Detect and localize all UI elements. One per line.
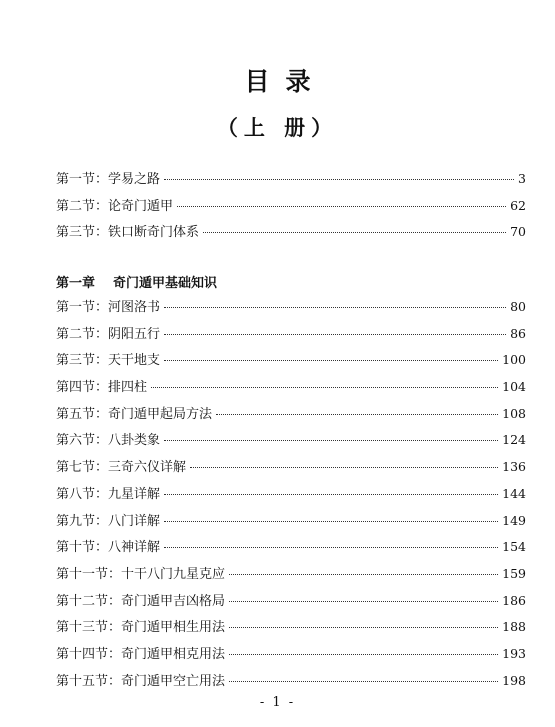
toc-entry-page: 108 [502,405,526,421]
toc-entry-label: 第四节：排四柱 [56,380,148,396]
toc-entry-label: 第二节：论奇门遁甲 [56,198,174,214]
dot-leader [229,601,498,602]
toc-entry[interactable] [56,670,526,697]
toc-entry[interactable] [56,563,526,590]
toc-entry-page: 62 [510,197,526,213]
toc-entry[interactable] [56,429,526,456]
toc-entry-label: 第一节：河图洛书 [56,300,161,315]
toc-entry-label: 第三节：天干地支 [56,353,161,369]
toc-entry-page: 136 [502,459,526,475]
toc-entry[interactable] [56,643,526,670]
toc-entry[interactable] [56,221,526,248]
toc-entry-page: 149 [502,512,526,528]
toc-entry-label: 第十一节：十干八门九星克应 [56,566,226,582]
toc-entry-label: 第一节：学易之路 [56,172,161,187]
toc-entry-label: 第三节：铁口断奇门体系 [56,225,200,241]
toc-entry-label: 第十四节：奇门遁甲相克用法 [56,646,226,662]
toc-entry-label: 第七节：三奇六仪详解 [56,460,187,476]
toc-entry[interactable] [56,349,526,376]
toc-entry[interactable] [56,195,526,222]
page-title: 目录 [244,67,327,96]
dot-leader [164,547,498,548]
toc-entry-page: 154 [502,539,526,555]
chapter-toc-list [56,296,526,696]
dot-leader [164,360,498,361]
toc-entry-page: 86 [510,325,526,341]
toc-entry-page: 3 [518,171,526,186]
toc-entry[interactable] [56,510,526,537]
dot-leader [164,521,498,522]
toc-entry-label: 第六节：八卦类象 [56,433,161,449]
toc-entry[interactable] [56,536,526,563]
dot-leader [203,232,506,233]
toc-entry-page: 188 [502,619,526,635]
toc-entry-label: 第十节：八神详解 [56,540,161,556]
chapter-title: 奇门遁甲基础知识 [113,276,218,291]
dot-leader [229,627,498,628]
dot-leader [216,414,498,415]
dot-leader [229,654,498,655]
toc-entry[interactable] [56,296,526,323]
toc-entry-label: 第十二节：奇门遁甲吉凶格局 [56,593,226,609]
toc-entry-label: 第五节：奇门遁甲起局方法 [56,406,213,422]
toc-entry-page: 104 [502,379,526,395]
toc-entry-label: 第十五节：奇门遁甲空亡用法 [56,673,226,689]
toc-entry[interactable] [56,616,526,643]
dot-leader [164,307,506,308]
toc-entry-page: 198 [502,672,526,688]
dot-leader [164,440,498,441]
toc-entry[interactable] [56,483,526,510]
toc-entry-page: 100 [502,352,526,368]
toc-entry[interactable] [56,456,526,483]
toc-entry-label: 第二节：阴阳五行 [56,326,161,342]
toc-entry-page: 70 [510,224,526,240]
chapter-number: 第一章 [56,276,96,291]
chapter-heading [56,272,217,291]
toc-entry[interactable] [56,403,526,430]
dot-leader [164,494,498,495]
toc-entry-page: 193 [502,645,526,661]
volume-subtitle: （上 册） [216,115,339,140]
page-number: - 1 - [259,695,296,710]
toc-entry-page: 186 [502,592,526,608]
toc-entry-page: 80 [510,299,526,314]
dot-leader [190,467,498,468]
toc-entry[interactable] [56,376,526,403]
dot-leader [177,206,506,207]
toc-entry[interactable] [56,590,526,617]
toc-entry-page: 124 [502,432,526,448]
toc-entry-label: 第九节：八门详解 [56,513,161,529]
dot-leader [164,334,506,335]
toc-entry-page: 144 [502,485,526,501]
toc-entry-label: 第十三节：奇门遁甲相生用法 [56,620,226,636]
dot-leader [164,179,514,180]
toc-entry-label: 第八节：九星详解 [56,486,161,502]
dot-leader [229,574,498,575]
dot-leader [151,387,498,388]
toc-entry[interactable] [56,323,526,350]
toc-entry-page: 159 [502,565,526,581]
dot-leader [229,681,498,682]
toc-entry[interactable] [56,168,526,195]
intro-toc-list [56,168,526,248]
